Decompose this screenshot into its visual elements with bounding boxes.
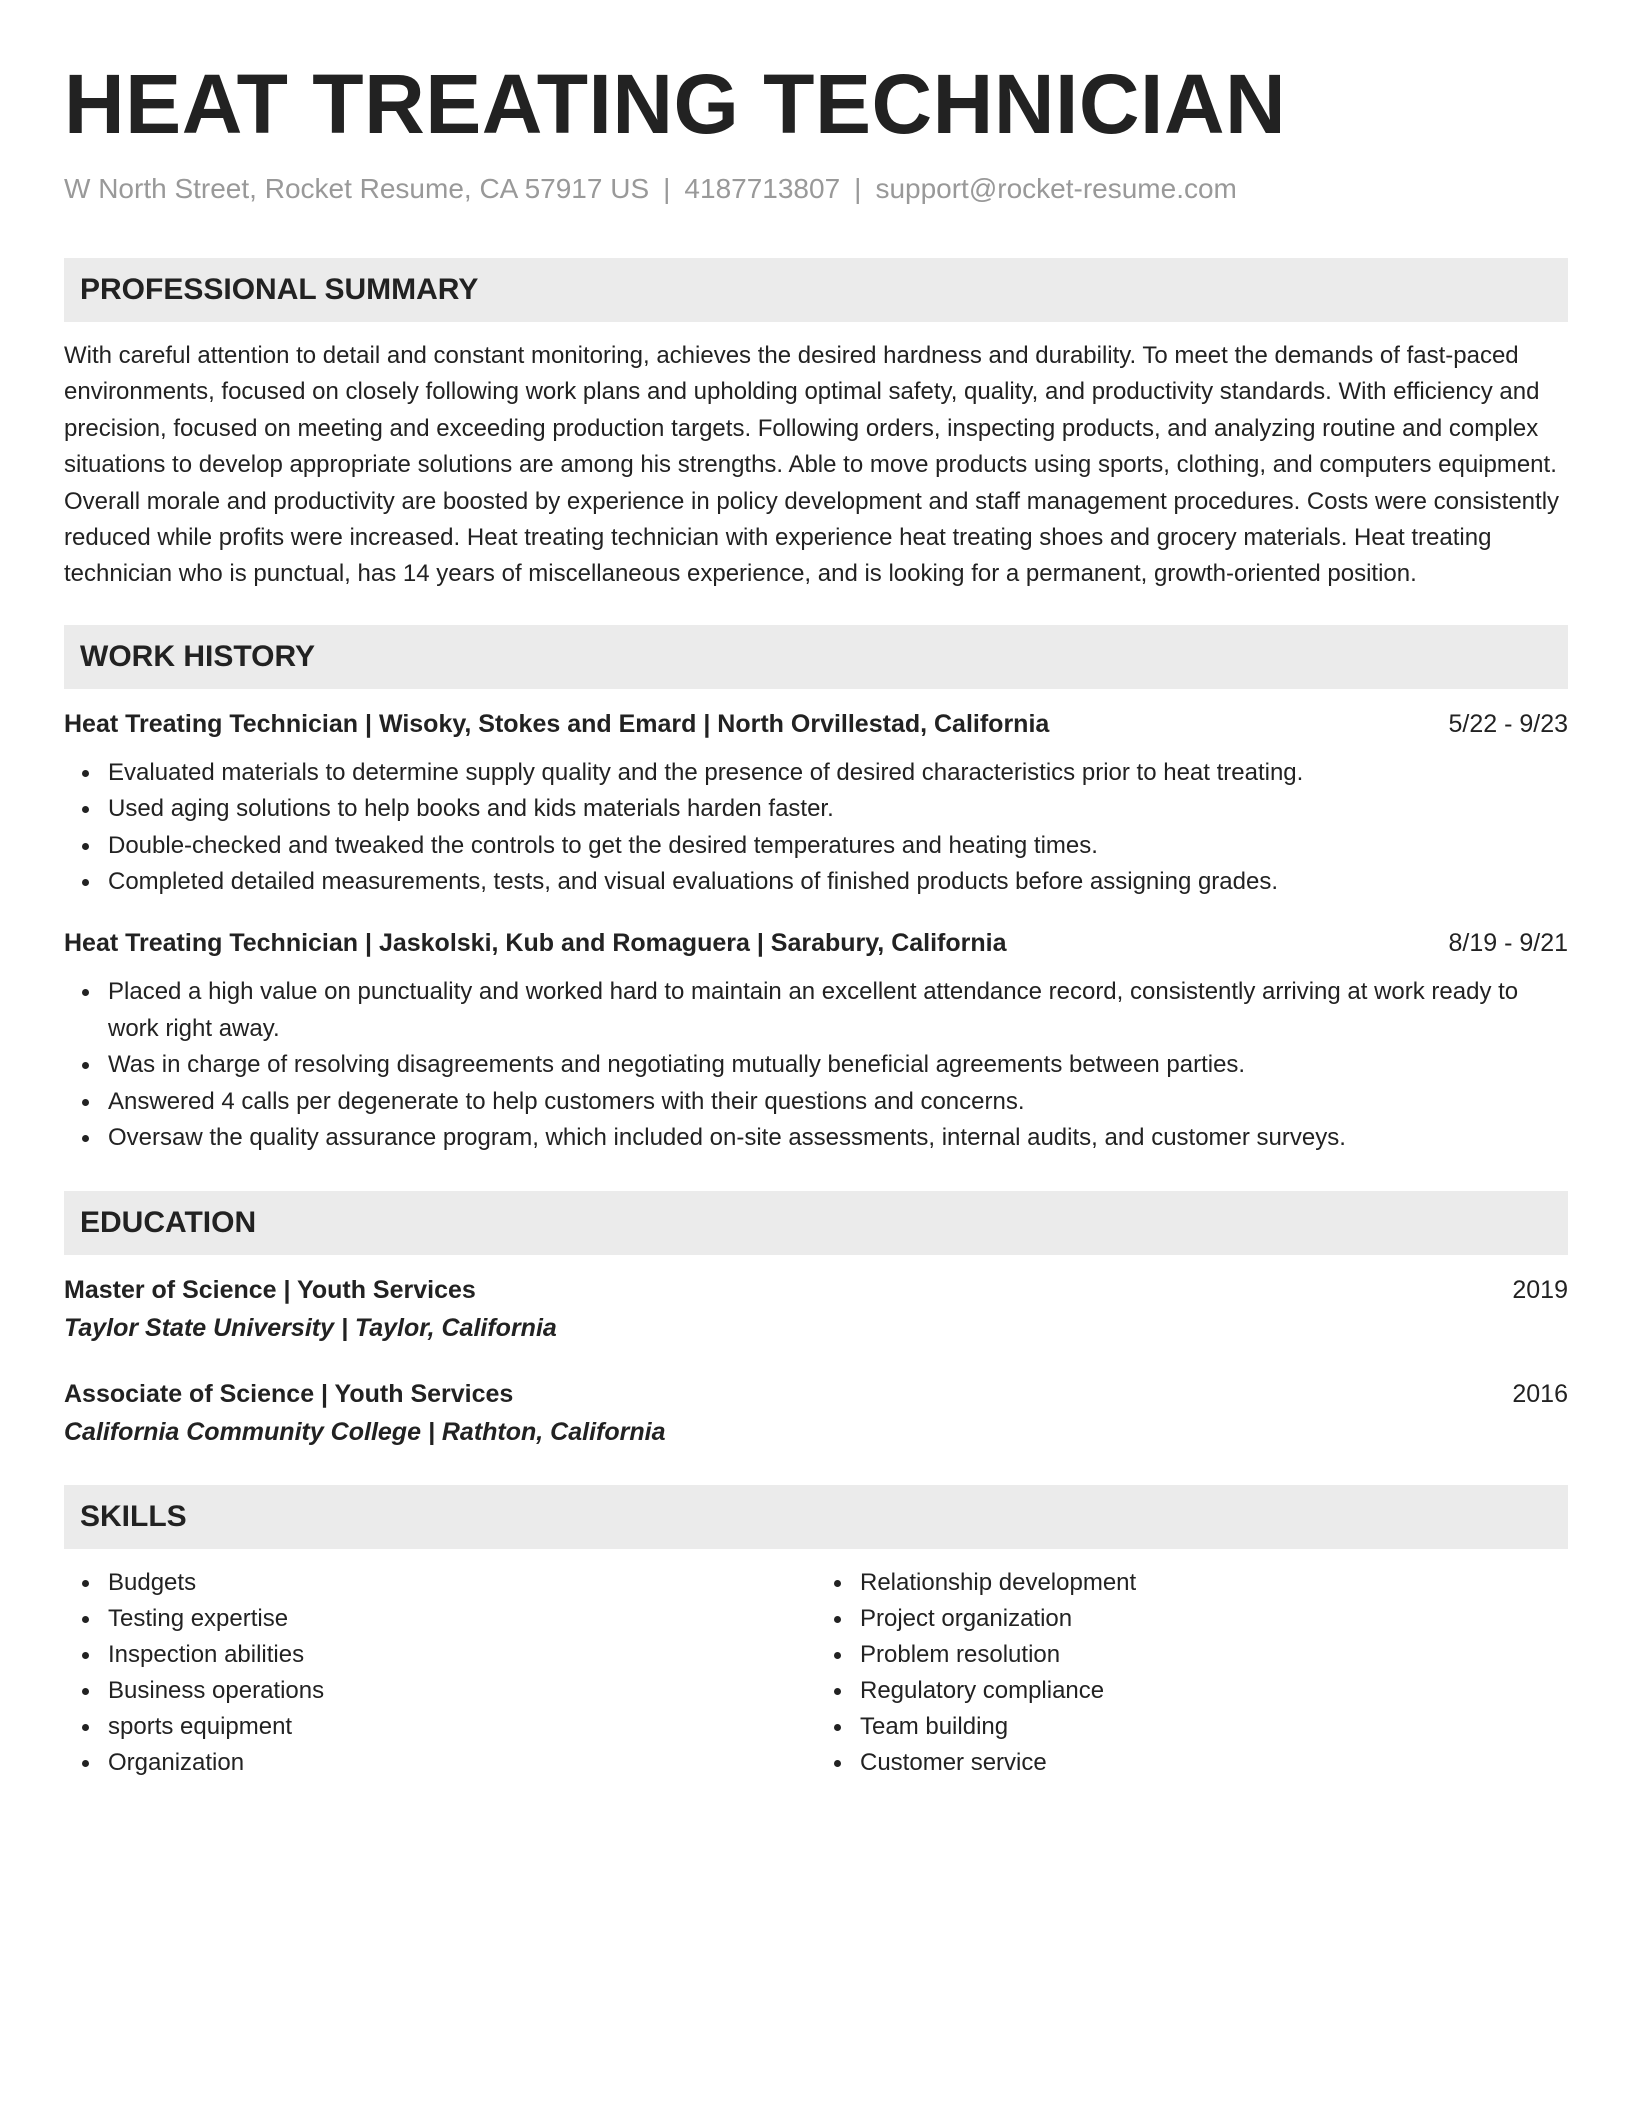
summary-section-header: PROFESSIONAL SUMMARY [64,258,1568,322]
job-bullet: Answered 4 calls per degenerate to help customers with their questions and concerns. [108,1084,1568,1120]
job-bullet: Double-checked and tweaked the controls to get the desired temperatures and heating times. [108,828,1568,864]
summary-text: With careful attention to detail and constant monitoring, achieves the desired hardness and durability. To meet the demands of fast-paced environments, focused on closely following work plans and upholding optimal safety, quality, and productivity standards. With efficiency and precision, focused on meeting and exceeding production targets. Following orders, inspecting products, and analyzing routine and complex situations to develop appropriate solutions are among his strengths. Able to move products using sports, clothing, and computers equipment. Overall morale and productivity are boosted by experience in policy development and staff management procedures. Costs were consistently reduced while profits were increased. Heat treating technician with experience heat treating shoes and grocery materials. Heat treating technician who is punctual, has 14 years of miscellaneous experience, and is looking for a permanent, growth-oriented position. [64,342,1560,588]
skill-item: Customer service [860,1745,1568,1781]
contact-separator: | [663,173,671,204]
job-title: Heat Treating Technician | Wisoky, Stokes and Emard | North Orvillestad, California [64,709,1050,738]
job-dates: 5/22 - 9/23 [1448,709,1568,738]
job-entry [64,926,1568,1156]
contact-address: W North Street, Rocket Resume, CA 57917 US [64,173,650,204]
skill-item: Business operations [108,1673,816,1709]
education-degree: Associate of Science | Youth Services [64,1379,514,1408]
job-bullets [64,755,1568,901]
skill-item: Project organization [860,1601,1568,1637]
skill-item: Budgets [108,1565,816,1601]
contact-line [64,172,1568,206]
job-dates: 8/19 - 9/21 [1448,929,1568,958]
skill-item: Organization [108,1745,816,1781]
skill-item: Regulatory compliance [860,1673,1568,1709]
skill-item: Inspection abilities [108,1637,816,1673]
skills-list [64,1565,1568,1781]
skill-item: Testing expertise [108,1601,816,1637]
contact-email: support@rocket-resume.com [875,173,1237,204]
job-header [64,707,1568,741]
education-entry [64,1377,1568,1451]
job-header [64,926,1568,960]
job-bullets [64,974,1568,1156]
contact-separator: | [854,173,862,204]
job-bullet: Oversaw the quality assurance program, which included on-site assessments, internal audits, and customer surveys. [108,1120,1568,1156]
resume-name: HEAT TREATING TECHNICIAN [64,57,1287,151]
skills-bullets [64,1565,816,1781]
education-school: California Community College | Rathton, California [64,1417,666,1446]
contact-phone: 4187713807 [684,173,841,204]
education-degree: Master of Science | Youth Services [64,1275,476,1304]
education-header [64,1377,1568,1411]
job-bullet: Evaluated materials to determine supply quality and the presence of desired characteristics prior to heat treating. [108,755,1568,791]
skill-item: Team building [860,1709,1568,1745]
work-history-section-header: WORK HISTORY [64,625,1568,689]
job-bullet: Used aging solutions to help books and kids materials harden faster. [108,791,1568,827]
job-title: Heat Treating Technician | Jaskolski, Kub and Romaguera | Sarabury, California [64,929,1007,958]
job-bullet: Completed detailed measurements, tests, and visual evaluations of finished products before assigning grades. [108,864,1568,900]
skill-item: Relationship development [860,1565,1568,1601]
job-bullet: Placed a high value on punctuality and worked hard to maintain an excellent attendance record, consistently arriving at work ready to work right away. [108,974,1568,1047]
job-bullet: Was in charge of resolving disagreements and negotiating mutually beneficial agreements between parties. [108,1047,1568,1083]
skills-column-left [64,1565,816,1781]
job-entry [64,707,1568,901]
education-entry [64,1273,1568,1347]
education-school: Taylor State University | Taylor, California [64,1313,557,1342]
education-year: 2019 [1512,1275,1568,1304]
skills-bullets [816,1565,1568,1781]
education-header [64,1273,1568,1307]
skill-item: sports equipment [108,1709,816,1745]
skill-item: Problem resolution [860,1637,1568,1673]
education-year: 2016 [1512,1379,1568,1408]
skills-section-header: SKILLS [64,1485,1568,1549]
skills-column-right [816,1565,1568,1781]
education-section-header: EDUCATION [64,1191,1568,1255]
